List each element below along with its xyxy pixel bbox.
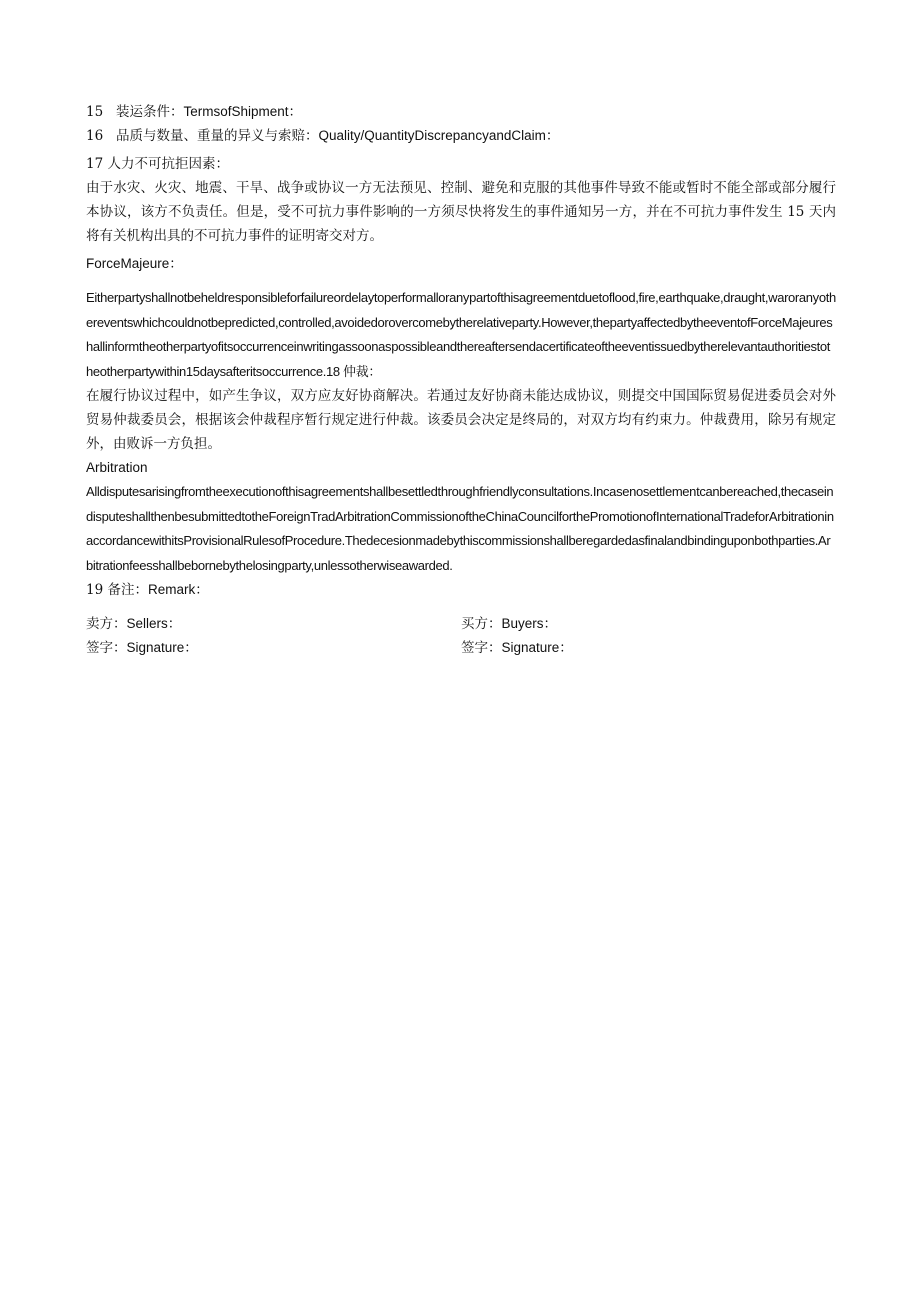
arbitration-en-heading: Arbitration — [86, 460, 148, 475]
signature-label-zh: 签字： — [461, 640, 502, 656]
force-majeure-en-heading: ForceMajeure： — [86, 256, 183, 271]
signature-label-en: Signature： — [126, 640, 198, 655]
seller-block — [86, 612, 461, 636]
remark-label-en: Remark： — [147, 582, 209, 597]
clause-16 — [86, 124, 836, 148]
clause-title-en: Quality/QuantityDiscrepancyandClaim： — [318, 128, 560, 143]
clause-number: 16 — [86, 128, 104, 144]
clause-15 — [86, 100, 836, 124]
signature-row — [86, 636, 836, 660]
buyer-label-zh: 买方： — [461, 616, 502, 632]
clause-19 — [86, 578, 836, 602]
seller-label-en: Sellers： — [126, 616, 182, 631]
signature-label-zh: 签字： — [86, 640, 127, 656]
clause-17-heading: 17 人力不可抗拒因素： — [86, 156, 229, 172]
clause-title-zh: 品质与数量、重量的异义与索赔： — [116, 128, 319, 144]
seller-label-zh: 卖方： — [86, 616, 127, 632]
contract-page — [86, 100, 836, 660]
seller-signature — [86, 636, 461, 660]
arbitration-zh: 在履行协议过程中，如产生争议，双方应友好协商解决。若通过友好协商未能达成协议，则提交中国国际贸易促进委员会对外贸易仲裁委员会，根据该会仲裁程序暂行规定进行仲裁。该委员会决定是终局的，对双方均有约束力。仲裁费用，除另有规定外，由败诉一方负担。 — [86, 388, 836, 452]
buyer-signature — [461, 636, 836, 660]
clause-title-zh: 装运条件： — [116, 104, 184, 120]
buyer-block — [461, 612, 836, 636]
buyer-label-en: Buyers： — [501, 616, 558, 631]
force-majeure-en: Eitherpartyshallnotbeheldresponsibleforfailureordelaytoperformalloranypartofthisagreementduetoflood,fire,earthquake,draught,waroranyothereventswhichcouldnotbepredicted,controlled,avoidedorovercomebytherelativeparty.However,thepartyaffectedbytheeventofForceMajeureshallinformtheotherpartyofitsoccurrenceinwritingassoonaspossibleandthereaftersendacertificateoftheeventissuedbytherelevantauthoritiestotheotherpartywithin15daysafteritsoccurrence.18 仲裁： — [86, 290, 836, 379]
parties-row — [86, 612, 836, 636]
clause-number: 15 — [86, 104, 104, 120]
force-majeure-zh: 由于水灾、火灾、地震、干旱、战争或协议一方无法预见、控制、避免和克服的其他事件导致不能或暂时不能全部或部分履行本协议，该方不负责任。但是，受不可抗力事件影响的一方须尽快将发生的事件通知另一方，并在不可抗力事件发生 15 天内将有关机构出具的不可抗力事件的证明寄交对方。 — [86, 180, 836, 244]
arbitration-en: Alldisputesarisingfromtheexecutionofthisagreementshallbesettledthroughfriendlyconsultations.Incasenosettlementcanbereached,thecaseindisputeshallthenbesubmittedtotheForeignTradArbitrationCommissionoftheChinaCouncilforthePromotionofInternationalTradeforArbitrationinaccordancewithitsProvisionalRulesofProcedure.Thedecesionmadebythiscommissionshallberegardedasfinalandbindinguponbothparties.Arbitrationfeesshallbebornebythelosingparty,unlessotherwiseawarded. — [86, 484, 834, 573]
clause-title-en: TermsofShipment： — [183, 104, 303, 119]
remark-label-zh: 19 备注： — [86, 582, 148, 598]
signature-label-en: Signature： — [501, 640, 573, 655]
